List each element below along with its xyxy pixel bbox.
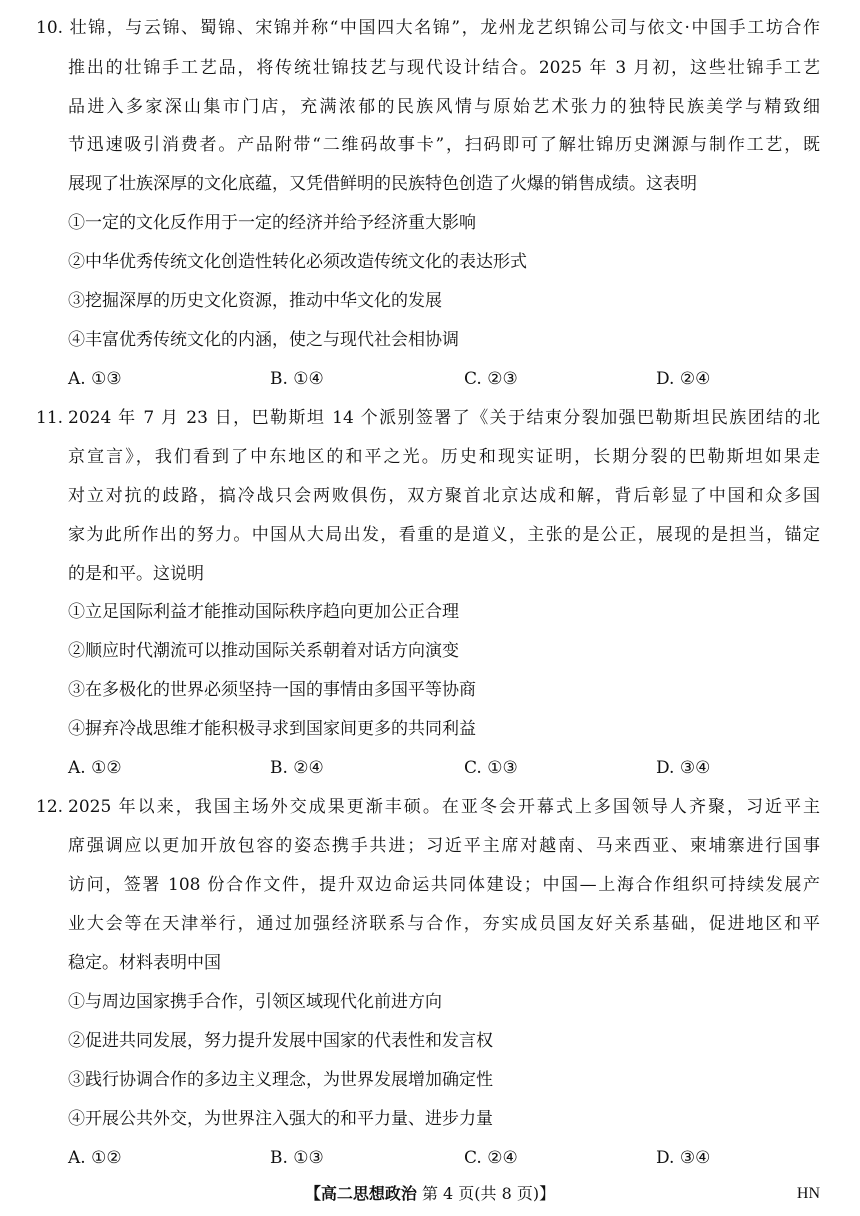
question-stem-line: 访问，签署 108 份合作文件，提升双边命运共同体建设；中国—上海合作组织可持续发展产 xyxy=(68,875,820,895)
choice-d: D. ②④ xyxy=(656,369,711,389)
question-stem-line: 节迅速吸引消费者。产品附带“二维码故事卡”，扫码即可了解壮锦历史渊源与制作工艺，既 xyxy=(68,135,820,155)
question-stem-line: 展现了壮族深厚的文化底蕴，又凭借鲜明的民族特色创造了火爆的销售成绩。这表明 xyxy=(68,174,697,194)
question-number: 10. xyxy=(36,18,64,38)
answer-choices xyxy=(68,755,820,781)
choice-a: A. ①② xyxy=(68,758,122,778)
question-stem-line: 业大会等在天津举行，通过加强经济联系与合作，夯实成员国友好关系基础，促进地区和平 xyxy=(68,914,820,934)
statement-option: ②中华优秀传统文化创造性转化必须改造传统文化的表达形式 xyxy=(68,252,527,272)
statement-option: ③践行协调合作的多边主义理念，为世界发展增加确定性 xyxy=(68,1070,493,1090)
choice-a: A. ①② xyxy=(68,1148,122,1168)
statement-option: ②顺应时代潮流可以推动国际关系朝着对话方向演变 xyxy=(68,641,459,661)
footer-region-code: HN xyxy=(796,1185,820,1202)
question-stem-line: 12. 2025 年以来，我国主场外交成果更渐丰硕。在亚冬会开幕式上多国领导人齐聚，习近平主 xyxy=(36,794,820,820)
answer-choices xyxy=(68,366,820,392)
statement-option: ②促进共同发展，努力提升发展中国家的代表性和发言权 xyxy=(68,1031,493,1051)
choice-d: D. ③④ xyxy=(656,758,711,778)
statement-option: ①一定的文化反作用于一定的经济并给予经济重大影响 xyxy=(68,213,476,233)
choice-c: C. ②④ xyxy=(464,1148,518,1168)
question-stem-line: 品进入多家深山集市门店，充满浓郁的民族风情与原始艺术张力的独特民族美学与精致细 xyxy=(68,97,820,117)
question-stem-line: 稳定。材料表明中国 xyxy=(68,953,221,973)
question-stem-line: 10. 壮锦，与云锦、蜀锦、宋锦并称“中国四大名锦”，龙州龙艺织锦公司与依文·中国手工坊合作 xyxy=(36,15,820,41)
question-number: 11. xyxy=(36,408,64,428)
choice-c: C. ②③ xyxy=(464,369,518,389)
statement-option: ③挖掘深厚的历史文化资源，推动中华文化的发展 xyxy=(68,291,442,311)
page-footer xyxy=(0,1181,860,1207)
answer-choices xyxy=(68,1145,820,1171)
question-stem-line: 席强调应以更加开放包容的姿态携手共进；习近平主席对越南、马来西亚、柬埔寨进行国事 xyxy=(68,836,820,856)
choice-b: B. ①③ xyxy=(270,1148,324,1168)
statement-option: ④丰富优秀传统文化的内涵，使之与现代社会相协调 xyxy=(68,330,459,350)
question-stem-line: 的是和平。这说明 xyxy=(68,564,204,584)
statement-option: ①与周边国家携手合作，引领区域现代化前进方向 xyxy=(68,992,442,1012)
statement-option: ③在多极化的世界必须坚持一国的事情由多国平等协商 xyxy=(68,680,476,700)
footer-title xyxy=(0,1181,860,1207)
choice-a: A. ①③ xyxy=(68,369,122,389)
question-stem-line: 家为此所作出的努力。中国从大局出发，看重的是道义，主张的是公正，展现的是担当，锚定 xyxy=(68,525,820,545)
question-stem-line: 对立对抗的歧路，搞冷战只会两败俱伤，双方聚首北京达成和解，背后彰显了中国和众多国 xyxy=(68,486,820,506)
question-stem-line: 11. 2024 年 7 月 23 日，巴勒斯坦 14 个派别签署了《关于结束分裂加强巴勒斯坦民族团结的北 xyxy=(36,405,820,431)
footer-subject: 【高二思想政治 xyxy=(304,1184,417,1203)
statement-option: ④开展公共外交，为世界注入强大的和平力量、进步力量 xyxy=(68,1109,493,1129)
footer-page-number: 第 4 页(共 8 页)】 xyxy=(421,1184,556,1203)
statement-option: ①立足国际利益才能推动国际秩序趋向更加公正合理 xyxy=(68,602,459,622)
choice-b: B. ②④ xyxy=(270,758,324,778)
question-stem-line: 推出的壮锦手工艺品，将传统壮锦技艺与现代设计结合。2025 年 3 月初，这些壮锦手工艺 xyxy=(68,58,820,78)
question-number: 12. xyxy=(36,797,64,817)
choice-c: C. ①③ xyxy=(464,758,518,778)
question-stem-line: 京宣言》，我们看到了中东地区的和平之光。历史和现实证明，长期分裂的巴勒斯坦如果走 xyxy=(68,447,820,467)
choice-d: D. ③④ xyxy=(656,1148,711,1168)
statement-option: ④摒弃冷战思维才能积极寻求到国家间更多的共同利益 xyxy=(68,719,476,739)
choice-b: B. ①④ xyxy=(270,369,324,389)
